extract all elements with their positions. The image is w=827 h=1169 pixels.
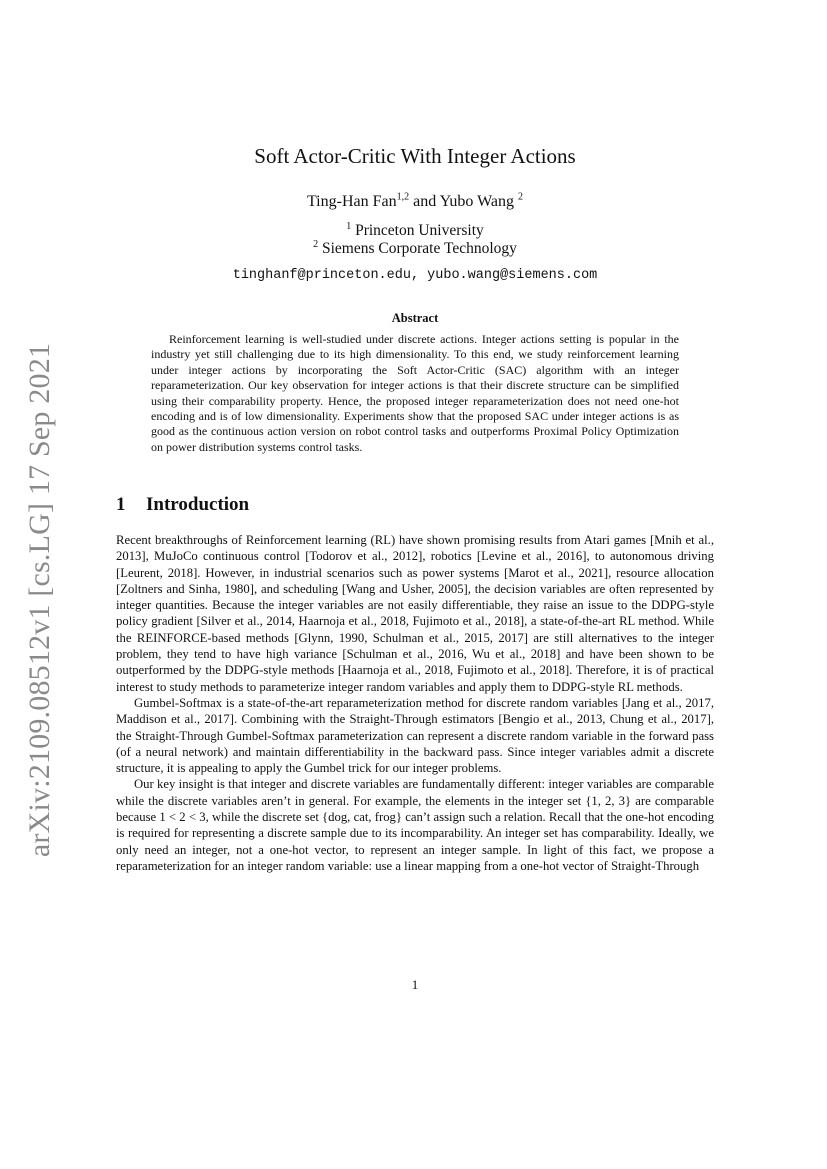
author-connector: and — [409, 193, 440, 210]
paragraph: Gumbel-Softmax is a state-of-the-art reparameterization method for discrete random variables [Jang et al., 2017, Maddison et al., 2017]. Combining with the Straight-Through estimators [Bengio et al., 2013, Chung et al., 2017], the Straight-Through Gumbel-Softmax parameterization can represent a discrete random variable in the forward pass (of a neural network) and maintain differentiability in the backward pass. Since integer variables admit a discrete structure, it is appealing to apply the Gumbel trick for our integer problems. — [116, 695, 714, 776]
paragraph: Our key insight is that integer and discrete variables are fundamentally different: integer variables are comparable while the discrete variables aren’t in general. For example, the elements in the integer set {1, 2, 3} are comparable because 1 < 2 < 3, while the discrete set {dog, cat, frog} can’t assign such a relation. Recall that the one-hot encoding is required for representing a discrete sample due to its incomparability. An integer set has comparability. Ideally, we only need an integer, not a one-hot vector, to represent an integer sample. In light of this fact, we propose a reparameterization for an integer random variable: use a linear mapping from a one-hot vector of Straight-Through — [116, 777, 714, 873]
section-title: Introduction — [146, 494, 250, 515]
affiliation-2-name: Siemens Corporate Technology — [321, 240, 517, 257]
affiliation-1 — [116, 222, 714, 240]
introduction-body — [116, 532, 714, 874]
affiliation-1-mark: 1 — [346, 220, 352, 232]
author-2-affiliation-mark: 2 — [518, 191, 524, 203]
author-2: Yubo Wang — [439, 193, 515, 210]
affiliation-2-mark: 2 — [313, 238, 319, 250]
arxiv-identifier-text: arXiv:2109.08512v1 [cs.LG] 17 Sep 2021 — [23, 342, 56, 858]
author-emails: tinghanf@princeton.edu, yubo.wang@siemens.com — [232, 268, 598, 283]
abstract-text: Reinforcement learning is well-studied under discrete actions. Integer actions setting is popular in the industry yet still challenging due to its high dimensionality. To this end, we study reinforcement learning under integer actions by incorporating the Soft Actor-Critic (SAC) algorithm with an integer reparameterization. Our key observation for integer actions is that their discrete structure can be simplified using their comparability property. Hence, the proposed integer reparameterization does not need one-hot encoding and is of low dimensionality. Experiments show that the proposed SAC under integer actions is as good as the continuous action version on robot control tasks and outperforms Proximal Policy Optimization on power distribution systems control tasks. — [151, 332, 679, 454]
arxiv-identifier-stamp — [20, 342, 60, 858]
author-1-affiliation-marks: 1,2 — [396, 191, 410, 203]
page-number: 1 — [411, 977, 419, 992]
paper-title: Soft Actor-Critic With Integer Actions — [254, 144, 576, 168]
author-line — [116, 193, 714, 211]
affiliation-1-name: Princeton University — [355, 222, 484, 239]
section-number: 1 — [116, 494, 126, 515]
affiliation-2 — [116, 240, 714, 258]
author-1: Ting-Han Fan — [306, 193, 397, 210]
paragraph: Recent breakthroughs of Reinforcement learning (RL) have shown promising results from Atari games [Mnih et al., 2013], MuJoCo continuous control [Todorov et al., 2012], robotics [Levine et al., 2016], to autonomous driving [Leurent, 2018]. However, in industrial scenarios such as power systems [Marot et al., 2021], resource allocation [Zoltners and Sinha, 1980], and scheduling [Wang and Usher, 2005], the decision variables are often represented by integer quantities. Because the integer variables are not easily differentiable, they raise an issue to the DDPG-style policy gradient [Silver et al., 2014, Haarnoja et al., 2018, Fujimoto et al., 2018], a state-of-the-art RL method. While the REINFORCE-based methods [Glynn, 1990, Schulman et al., 2015, 2017] are still alternatives to the integer problem, they tend to have high variance [Schulman et al., 2016, Wu et al., 2018] and have been shown to be outperformed by the DDPG-style methods [Haarnoja et al., 2018, Fujimoto et al., 2018]. Therefore, it is of practical interest to study methods to parameterize integer random variables and apply them to DDPG-style RL methods. — [116, 533, 714, 694]
section-heading — [116, 494, 714, 516]
abstract-heading: Abstract — [391, 311, 439, 325]
